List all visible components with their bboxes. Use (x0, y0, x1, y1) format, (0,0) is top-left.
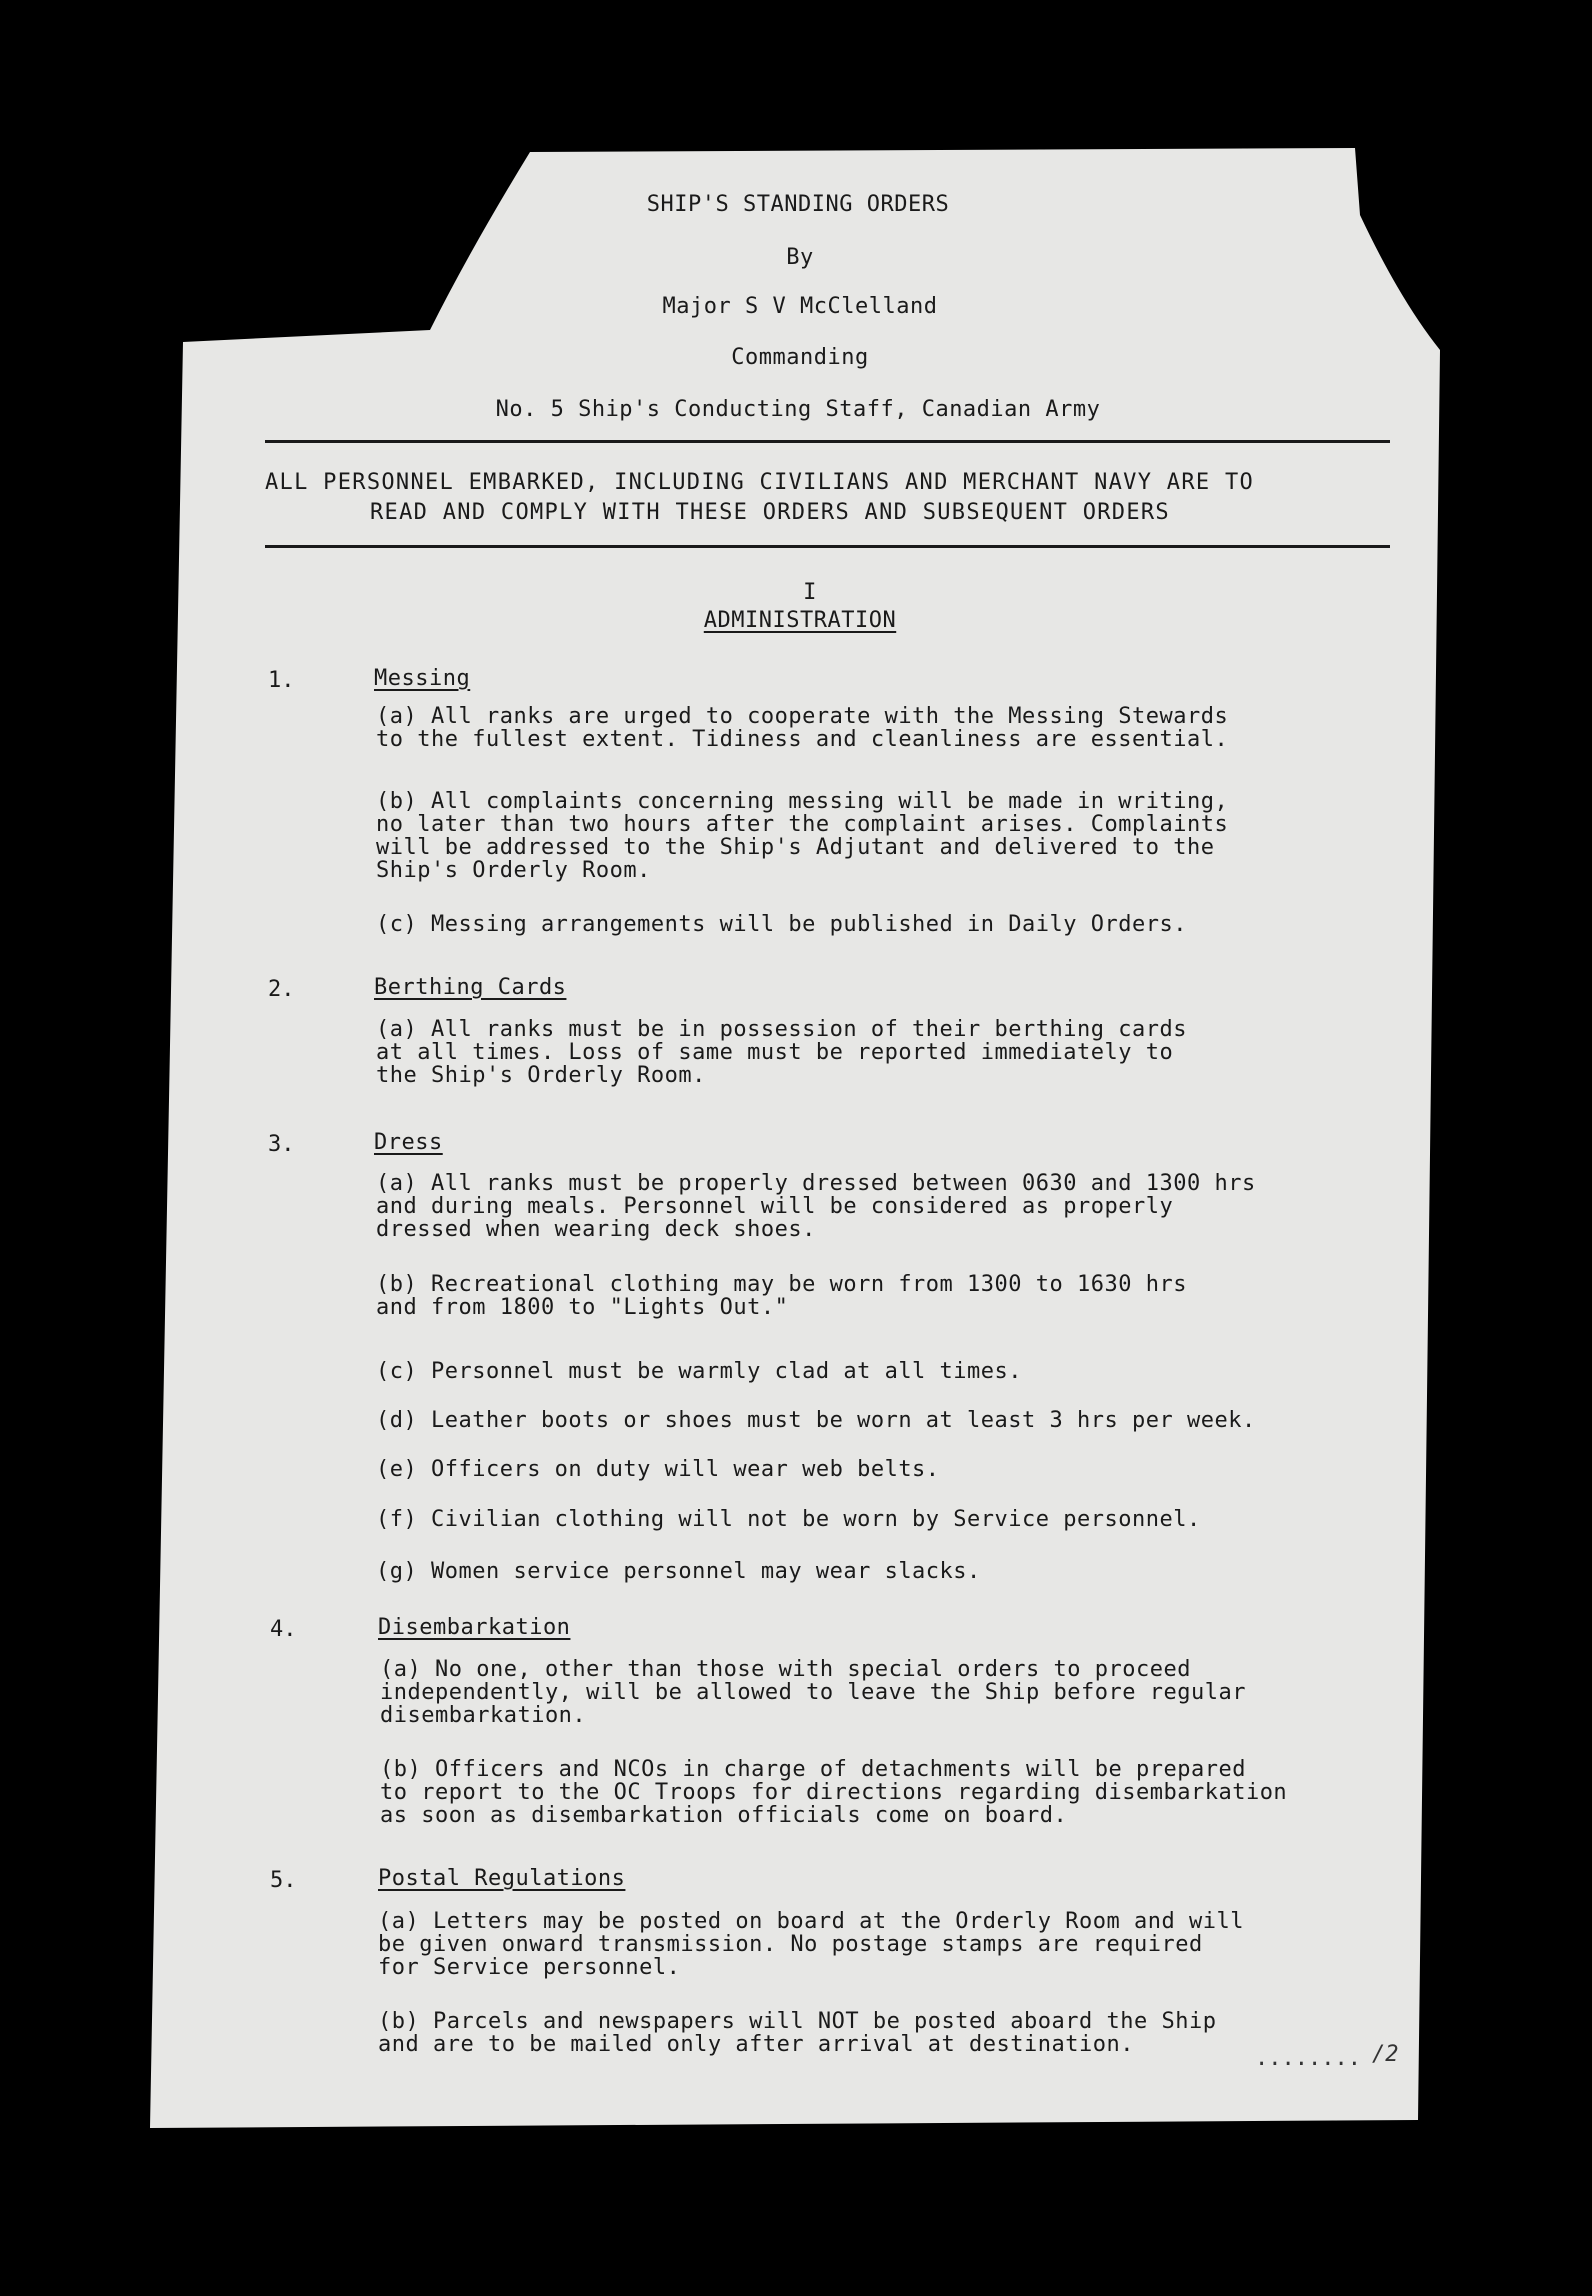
continuation-dots: ........ (1255, 2046, 1361, 2071)
item-heading-postal-regulations: Postal Regulations (378, 1866, 626, 1891)
paragraph-1a: (a) All ranks are urged to cooperate with the Messing Stewards to the fullest extent. Tidiness and cleanliness are essential. (376, 704, 1229, 752)
section-title: ADMINISTRATION (703, 608, 897, 633)
section-numeral: I (803, 580, 817, 605)
item-number: 1. (268, 668, 295, 693)
paragraph-5a: (a) Letters may be posted on board at the Orderly Room and will be given onward transmission. No postage stamps are required for Service personnel. (378, 1909, 1244, 1980)
paragraph-4a: (a) No one, other than those with special orders to proceed independently, will be allowed to leave the Ship before regular disembarkation. (380, 1657, 1246, 1728)
item-number: 5. (270, 1868, 297, 1893)
item-heading-messing: Messing (374, 666, 471, 691)
item-heading-berthing-cards: Berthing Cards (374, 975, 567, 1000)
page-number-mark: /2 (1372, 2042, 1399, 2067)
paragraph-3d: (d) Leather boots or shoes must be worn at least 3 hrs per week. (376, 1408, 1256, 1433)
author-name: Major S V McClelland (662, 294, 938, 319)
unit-name: No. 5 Ship's Conducting Staff, Canadian Army (495, 397, 1101, 422)
item-number: 2. (268, 977, 295, 1002)
header-rule-bottom (265, 545, 1390, 548)
notice-line-2: READ AND COMPLY WITH THESE ORDERS AND SUBSEQUENT ORDERS (370, 500, 1170, 525)
paragraph-1c: (c) Messing arrangements will be published in Daily Orders. (376, 912, 1187, 937)
paragraph-4b: (b) Officers and NCOs in charge of detachments will be prepared to report to the OC Troops for directions regarding disembarkation as soon as disembarkation officials come on board. (380, 1757, 1288, 1828)
header-rule-top (265, 440, 1390, 443)
paragraph-3f: (f) Civilian clothing will not be worn by Service personnel. (376, 1507, 1201, 1532)
paragraph-1b: (b) All complaints concerning messing will be made in writing, no later than two hours after the complaint arises. Complaints will be addressed to the Ship's Adjutant and delivered to the Ship's Orderly Room. (376, 789, 1229, 883)
item-heading-disembarkation: Disembarkation (378, 1615, 571, 1640)
paragraph-5b: (b) Parcels and newspapers will NOT be posted aboard the Ship and are to be mailed only after arrival at destination. (378, 2009, 1217, 2057)
byline-by: By (786, 245, 814, 270)
notice-line-1: ALL PERSONNEL EMBARKED, INCLUDING CIVILIANS AND MERCHANT NAVY ARE TO (265, 470, 1255, 495)
paragraph-3a: (a) All ranks must be properly dressed between 0630 and 1300 hrs and during meals. Personnel will be considered as properly dressed when wearing deck shoes. (376, 1171, 1256, 1242)
document-title: SHIP'S STANDING ORDERS (646, 192, 950, 217)
paragraph-3g: (g) Women service personnel may wear slacks. (376, 1559, 981, 1584)
author-role: Commanding (731, 345, 869, 370)
paragraph-3b: (b) Recreational clothing may be worn from 1300 to 1630 hrs and from 1800 to "Lights Out." (376, 1272, 1187, 1320)
paragraph-3c: (c) Personnel must be warmly clad at all times. (376, 1359, 1023, 1384)
item-number: 4. (270, 1617, 297, 1642)
paragraph-2a: (a) All ranks must be in possession of their berthing cards at all times. Loss of same must be reported immediately to the Ship's Orderly Room. (376, 1017, 1187, 1088)
paragraph-3e: (e) Officers on duty will wear web belts. (376, 1457, 940, 1482)
item-number: 3. (268, 1132, 295, 1157)
item-heading-dress: Dress (374, 1130, 443, 1155)
